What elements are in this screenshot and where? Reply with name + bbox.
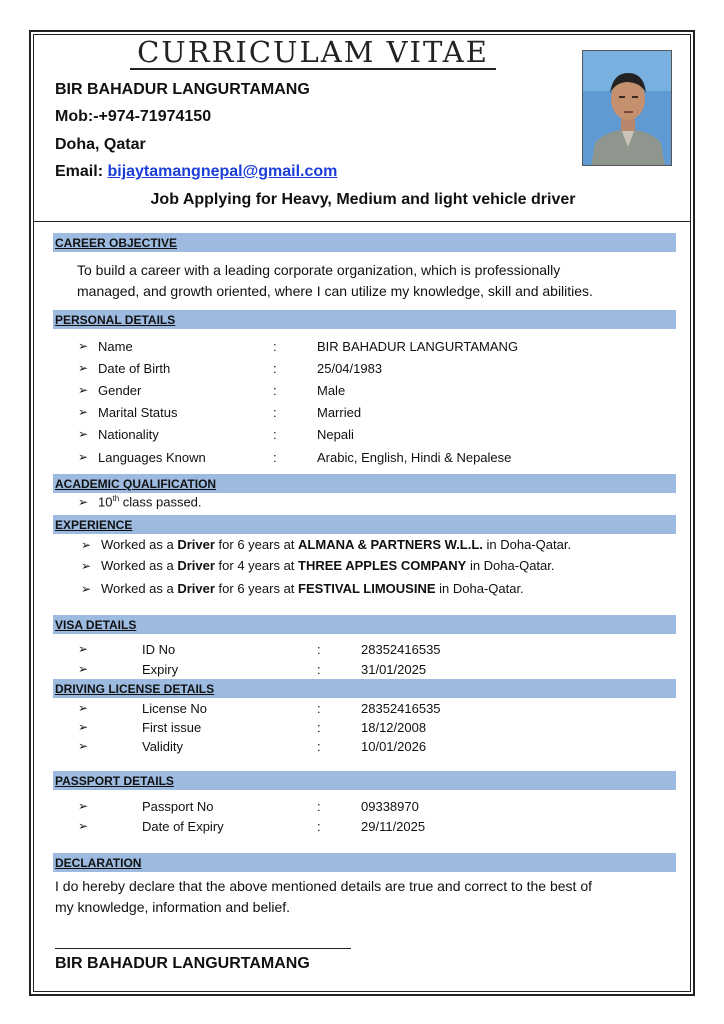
academic-text: class passed. (119, 494, 202, 510)
passport-label: Date of Expiry (142, 819, 224, 834)
header-divider (34, 221, 690, 222)
experience-item (101, 558, 554, 573)
colon: : (317, 819, 321, 834)
bullet-arrow-icon: ➢ (78, 739, 89, 753)
exp-text: for 4 years at (214, 558, 299, 573)
personal-label: Gender (98, 383, 142, 398)
exp-text: Worked as a (101, 581, 178, 596)
bullet-arrow-icon: ➢ (78, 450, 89, 464)
colon: : (317, 799, 321, 814)
visa-value: 31/01/2025 (361, 662, 427, 677)
email-line (55, 163, 337, 181)
bullet-arrow-icon: ➢ (78, 405, 89, 419)
personal-value: Male (317, 383, 346, 398)
bullet-arrow-icon: ➢ (78, 819, 89, 833)
visa-label: Expiry (142, 662, 179, 677)
exp-role: Driver (177, 558, 215, 573)
job-applying-line: Job Applying for Heavy, Medium and light vehicle driver (150, 191, 576, 208)
personal-value: Nepali (317, 427, 354, 442)
profile-photo (582, 50, 672, 166)
visa-label: ID No (142, 642, 176, 657)
exp-text: Worked as a (101, 558, 178, 573)
section-heading: VISA DETAILS (55, 618, 137, 632)
section-heading: DECLARATION (55, 856, 142, 870)
colon: : (273, 427, 277, 442)
declaration-line-1: I do hereby declare that the above mentioned details are true and correct to the best of (55, 878, 593, 894)
mobile-number: Mob:-+974-71974150 (55, 108, 212, 125)
section-declaration (53, 853, 676, 872)
bullet-arrow-icon: ➢ (78, 495, 89, 509)
passport-label: Passport No (142, 799, 214, 814)
objective-line-1: To build a career with a leading corporate organization, which is professionally (77, 262, 561, 278)
section-heading: DRIVING LICENSE DETAILS (55, 682, 215, 696)
colon: : (273, 361, 277, 376)
bullet-arrow-icon: ➢ (81, 559, 92, 573)
colon: : (273, 450, 277, 465)
bullet-arrow-icon: ➢ (81, 538, 92, 552)
section-heading: CAREER OBJECTIVE (55, 236, 178, 250)
exp-text: in Doha-Qatar. (435, 581, 524, 596)
colon: : (317, 739, 321, 754)
signature-name: BIR BAHADUR LANGURTAMANG (55, 955, 310, 972)
experience-item (101, 581, 524, 596)
document-title: CURRICULAM VITAE (130, 36, 496, 70)
visa-value: 28352416535 (361, 642, 441, 657)
personal-label: Nationality (98, 427, 159, 442)
objective-line-2: managed, and growth oriented, where I can utilize my knowledge, skill and abilities. (77, 283, 593, 299)
exp-role: Driver (177, 537, 215, 552)
license-label: Validity (142, 739, 183, 754)
personal-label: Marital Status (98, 405, 178, 420)
personal-label: Languages Known (98, 450, 206, 465)
section-experience (53, 515, 676, 534)
colon: : (317, 720, 321, 735)
exp-text: in Doha-Qatar. (482, 537, 572, 552)
exp-text: Worked as a (101, 537, 178, 552)
personal-value: BIR BAHADUR LANGURTAMANG (317, 339, 519, 354)
bullet-arrow-icon: ➢ (78, 701, 89, 715)
academic-grade-suffix: th (112, 494, 120, 503)
colon: : (317, 701, 321, 716)
signature-line (55, 948, 351, 949)
colon: : (273, 405, 277, 420)
bullet-arrow-icon: ➢ (78, 799, 89, 813)
section-heading: PASSPORT DETAILS (55, 774, 174, 788)
exp-company: THREE APPLES COMPANY (298, 558, 467, 573)
colon: : (317, 662, 321, 677)
colon: : (273, 383, 277, 398)
colon: : (317, 642, 321, 657)
section-passport-details (53, 771, 676, 790)
colon: : (273, 339, 277, 354)
bullet-arrow-icon: ➢ (78, 662, 89, 676)
section-heading: PERSONAL DETAILS (55, 313, 176, 327)
exp-text: for 6 years at (214, 537, 299, 552)
experience-item (101, 537, 571, 552)
declaration-line-2: my knowledge, information and belief. (55, 899, 291, 915)
license-value: 10/01/2026 (361, 739, 427, 754)
bullet-arrow-icon: ➢ (78, 383, 89, 397)
section-academic-qualification (53, 474, 676, 493)
license-value: 28352416535 (361, 701, 441, 716)
bullet-arrow-icon: ➢ (81, 582, 92, 596)
personal-label: Date of Birth (98, 361, 171, 376)
portrait-image (583, 51, 672, 166)
license-value: 18/12/2008 (361, 720, 427, 735)
exp-role: Driver (177, 581, 215, 596)
email-link[interactable]: bijaytamangnepal@gmail.com (107, 163, 338, 180)
exp-company: FESTIVAL LIMOUSINE (298, 581, 436, 596)
section-visa-details (53, 615, 676, 634)
academic-grade: 10 (98, 494, 113, 510)
exp-text: for 6 years at (214, 581, 299, 596)
email-label: Email: (55, 163, 104, 180)
license-label: License No (142, 701, 208, 716)
personal-label: Name (98, 339, 133, 354)
personal-value: 25/04/1983 (317, 361, 383, 376)
bullet-arrow-icon: ➢ (78, 642, 89, 656)
bullet-arrow-icon: ➢ (78, 720, 89, 734)
exp-text: in Doha-Qatar. (466, 558, 555, 573)
exp-company: ALMANA & PARTNERS W.L.L. (298, 537, 483, 552)
location: Doha, Qatar (55, 136, 146, 153)
personal-value: Arabic, English, Hindi & Nepalese (317, 450, 512, 465)
section-personal-details (53, 310, 676, 329)
passport-value: 09338970 (361, 799, 419, 814)
section-heading: ACADEMIC QUALIFICATION (55, 477, 217, 491)
license-label: First issue (142, 720, 202, 735)
bullet-arrow-icon: ➢ (78, 361, 89, 375)
section-career-objective (53, 233, 676, 252)
passport-value: 29/11/2025 (361, 819, 426, 834)
candidate-name: BIR BAHADUR LANGURTAMANG (55, 81, 310, 98)
academic-item (98, 494, 202, 509)
bullet-arrow-icon: ➢ (78, 339, 89, 353)
personal-value: Married (317, 405, 362, 420)
section-driving-license (53, 679, 676, 698)
bullet-arrow-icon: ➢ (78, 427, 89, 441)
section-heading: EXPERIENCE (55, 518, 133, 532)
